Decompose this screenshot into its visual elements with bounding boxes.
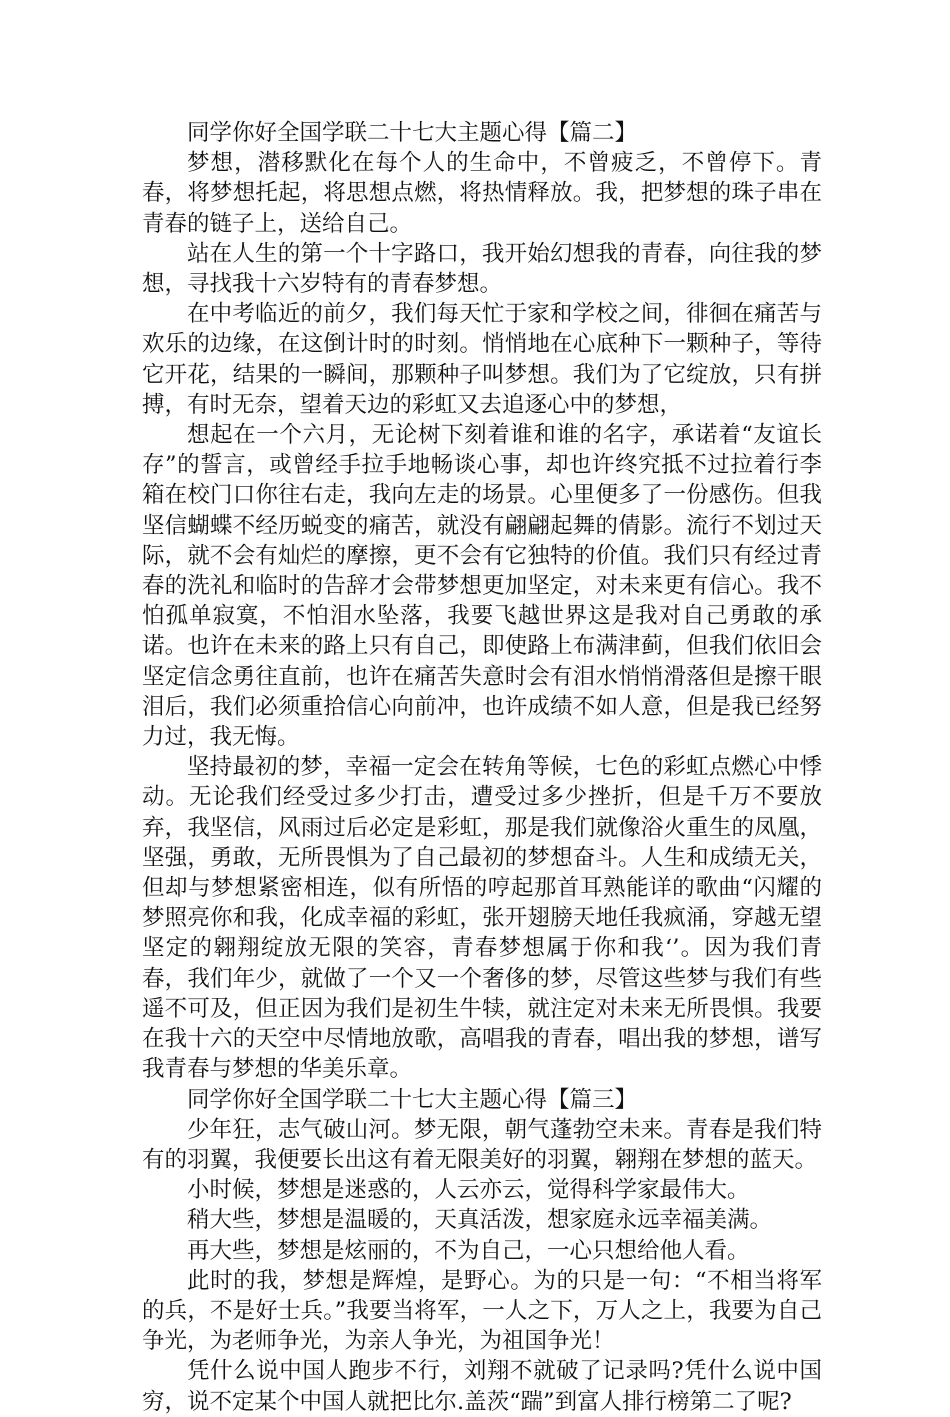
body-paragraph: 稍大些，梦想是温暖的，天真活泼，想家庭永远幸福美满。 xyxy=(187,1207,773,1234)
section-heading-part-two: 同学你好全国学联二十七大主题心得【篇二】 xyxy=(187,120,638,146)
body-paragraph: 想起在一个六月，无论树下刻着谁和谁的名字，承诺着“友谊长存”的誓言，或曾经手拉手地畅谈心事，却也许终究抵不过拉着行李箱在校门口你往右走，我向左走的场景。心里便多了一份感伤。但我坚信蝴蝶不经历蜕变的痛苦，就没有翩翩起舞的倩影。流行不划过天际，就不会有灿烂的摩擦，更不会有它独特的价值。我们只有经过青春的洗礼和临时的告辞才会带梦想更加坚定，对未来更有信心。我不怕孤单寂寞，不怕泪水坠落，我要飞越世界这是我对自己勇敢的承诺。也许在未来的路上只有自己，即使路上布满津蓟，但我们依旧会坚定信念勇往直前，也许在痛苦失意时会有泪水悄悄滑落但是擦干眼泪后，我们必须重拾信心向前冲，也许成绩不如人意，但是我已经努力过，我无悔。 xyxy=(142,422,822,751)
body-paragraph: 再大些，梦想是炫丽的，不为自己，一心只想给他人看。 xyxy=(187,1237,750,1264)
section-heading-part-three: 同学你好全国学联二十七大主题心得【篇三】 xyxy=(187,1086,638,1113)
body-paragraph: 梦想，潜移默化在每个人的生命中，不曾疲乏，不曾停下。青春，将梦想托起，将思想点燃，将热情释放。我，把梦想的珠子串在青春的链子上，送给自己。 xyxy=(142,150,822,237)
body-paragraph: 在中考临近的前夕，我们每天忙于家和学校之间，徘徊在痛苦与欢乐的边缘，在这倒计时的时刻。悄悄地在心底种下一颗种子，等待它开花，结果的一瞬间，那颗种子叫梦想。我们为了它绽放，只有拼搏，有时无奈，望着天边的彩虹又去追逐心中的梦想， xyxy=(142,301,822,418)
body-paragraph: 小时候，梦想是迷惑的，人云亦云，觉得科学家最伟大。 xyxy=(187,1177,750,1204)
body-paragraph: 站在人生的第一个十字路口，我开始幻想我的青春，向往我的梦想，寻找我十六岁特有的青春梦想。 xyxy=(142,240,822,298)
document-body xyxy=(142,118,822,1417)
body-paragraph: 此时的我，梦想是辉煌，是野心。为的只是一句：“不相当将军的兵，不是好士兵。”我要当将军，一人之下，万人之上，我要为自己争光，为老师争光，为亲人争光，为祖国争光！ xyxy=(142,1267,822,1355)
body-paragraph: 坚持最初的梦，幸福一定会在转角等候，七色的彩虹点燃心中悸动。无论我们经受过多少打击，遭受过多少挫折，但是千万不要放弃，我坚信，风雨过后必定是彩虹，那是我们就像浴火重生的凤凰，坚强，勇敢，无所畏惧为了自己最初的梦想奋斗。人生和成绩无关，但却与梦想紧密相连，似有所悟的哼起那首耳熟能详的歌曲“闪耀的梦照亮你和我，化成幸福的彩虹，张开翅膀天地任我疯涌，穿越无望坚定的翱翔绽放无限的笑容，青春梦想属于你和我‘’。因为我们青春，我们年少，就做了一个又一个奢侈的梦，尽管这些梦与我们有些遥不可及，但正因为我们是初生牛犊，就注定对未来无所畏惧。我要在我十六的天空中尽情地放歌，高唱我的青春，唱出我的梦想，谱写我青春与梦想的华美乐章。 xyxy=(142,754,822,1083)
body-paragraph: 少年狂，志气破山河。梦无限，朝气蓬勃空未来。青春是我们特有的羽翼，我便要长出这有着无限美好的羽翼，翱翔在梦想的蓝天。 xyxy=(142,1116,822,1173)
body-paragraph: 凭什么说中国人跑步不行，刘翔不就破了记录吗?凭什么说中国穷，说不定某个中国人就把比尔.盖茨“踹”到富人排行榜第二了呢? xyxy=(142,1358,822,1415)
